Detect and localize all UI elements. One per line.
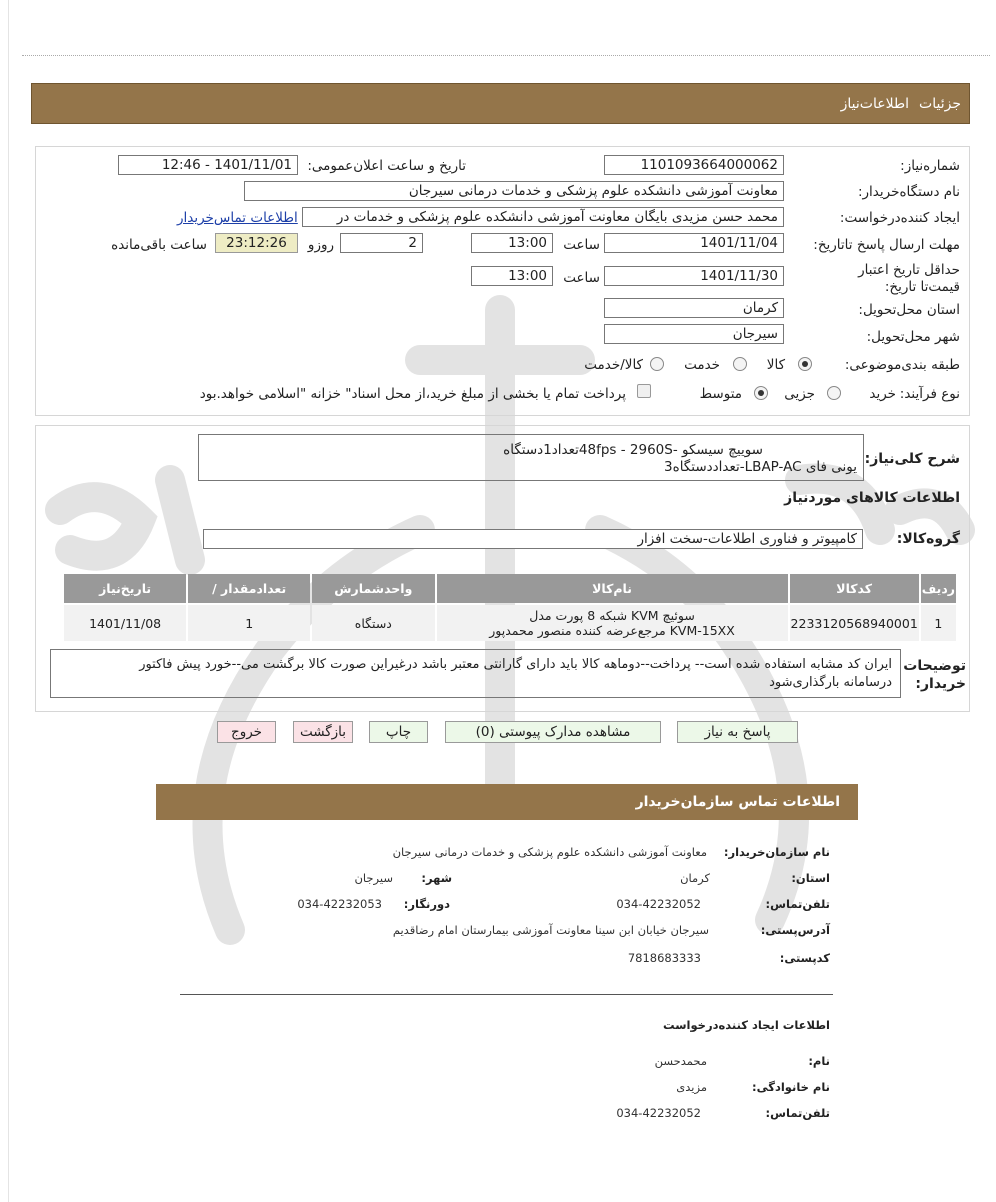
goods-table (62, 572, 958, 643)
validity-label: حداقل تاریخ اعتبار قیمت‌تا تاریخ: (858, 262, 960, 295)
cell-qty: 1 (188, 605, 310, 641)
purchase-medium-label: متوسط (699, 386, 742, 402)
org-name-label: نام سازمان‌خریدار: (723, 845, 830, 859)
exit-button[interactable]: خروج (217, 721, 276, 743)
tab-details[interactable]: جزئیات (919, 96, 961, 112)
goods-info-title: اطلاعات کالاهای موردنیاز (784, 490, 960, 506)
creator-label: ایجاد کننده‌درخواست: (839, 210, 960, 226)
creator-phone-label: تلفن‌تماس: (765, 1106, 830, 1120)
deadline-date-field: 1401/11/04 (604, 233, 784, 253)
contact-fax-value: 034-42232053 (297, 897, 382, 911)
creator-family-value: مزیدی (676, 1080, 707, 1094)
validity-date-field: 1401/11/30 (604, 266, 784, 286)
contact-address-label: آدرس‌پستی: (760, 923, 830, 937)
creator-name-label: نام: (808, 1054, 830, 1068)
contact-city-label: شهر: (421, 871, 452, 885)
description-line-1: سوییچ سیسکو -48fps - 2960Sتعداد1دستگاه (503, 442, 763, 458)
col-name: نام‌کالا (437, 574, 788, 603)
contact-postal-value: 7818683333 (627, 951, 701, 965)
announce-label: تاریخ و ساعت اعلان‌عمومی: (307, 158, 466, 174)
cell-name-line-1: سوئیچ KVM شبکه 8 پورت مدل (529, 608, 695, 623)
province-field: کرمان (604, 298, 784, 318)
deadline-hour-label: ساعت (563, 237, 600, 253)
contact-province-label: استان: (791, 871, 830, 885)
need-number-field: 1101093664000062 (604, 155, 784, 175)
tab-need-info[interactable]: اطلاعات‌نیاز (840, 96, 909, 112)
attachments-button[interactable]: مشاهده مدارک پیوستی (0) (445, 721, 661, 743)
details-header-bar (31, 83, 970, 124)
description-label: شرح کلی‌نیاز: (864, 451, 960, 467)
deadline-time-field: 13:00 (471, 233, 553, 253)
days-label: روزو (307, 237, 334, 253)
creator-phone-value: 034-42232052 (616, 1106, 701, 1120)
need-number-label: شماره‌نیاز: (900, 158, 960, 174)
goods-group-field: کامپیوتر و فناوری اطلاعات-سخت افزار (203, 529, 863, 549)
purchase-type-label: نوع فرآیند: (899, 386, 960, 402)
contact-phone-label: تلفن‌تماس: (765, 897, 830, 911)
cell-name-line-2: KVM-15XX مرجع‌عرضه کننده منصور محمدپور (489, 623, 735, 638)
cell-code: 2233120568940001 (790, 605, 919, 641)
category-service-radio[interactable] (733, 357, 747, 371)
description-box (198, 434, 864, 481)
col-qty: تعداد‌مقدار / (188, 574, 310, 603)
contact-postal-label: کدپستی: (779, 951, 830, 965)
col-row: ردیف (921, 574, 956, 603)
col-date: تاریخ‌نیاز (64, 574, 186, 603)
city-field: سیرجان (604, 324, 784, 344)
remaining-time-box: 23:12:26 (215, 233, 298, 253)
deadline-label: مهلت ارسال پاسخ تا‌تاریخ: (813, 237, 960, 253)
category-label: طبقه بندی‌موضوعی: (844, 357, 960, 373)
treasury-payment-checkbox[interactable] (637, 384, 651, 398)
category-goods-label: کالا (766, 357, 785, 373)
days-field: 2 (340, 233, 423, 253)
purchase-medium-radio[interactable] (754, 386, 768, 400)
contact-phone-value: 034-42232052 (616, 897, 701, 911)
description-line-2: یونی فای LBAP-AC-تعداددستگاه3 (664, 459, 857, 475)
goods-group-label: گروه‌کالا: (896, 531, 960, 547)
treasury-payment-note: پرداخت تمام یا بخشی از مبلغ خرید،از محل اسناد" خزانه "اسلامی خواهد.بود (199, 386, 626, 402)
contact-province-value: کرمان (680, 871, 710, 885)
buyer-notes-line-1: ایران کد مشابه استفاده شده است-- پرداخت--دوماهه کالا باید دارای گارانتی معتبر باشد درغیراین صورت کالا برگشت می--خورد پیش فاکتور (139, 657, 892, 672)
creator-info-title: اطلاعات ایجاد کننده‌درخواست (663, 1018, 830, 1032)
col-unit: واحدشمارش (312, 574, 434, 603)
category-goods-service-label: کالا/خدمت (584, 357, 643, 373)
contact-header-title: اطلاعات تماس سازمان‌خریدار (635, 794, 840, 810)
cell-name (437, 605, 788, 641)
city-label: شهر محل‌تحویل: (866, 329, 960, 345)
creator-family-label: نام خانوادگی: (752, 1080, 830, 1094)
buyer-notes-line-2: درسامانه بارگذاری‌شود (769, 675, 892, 690)
reply-button[interactable]: پاسخ به نیاز (677, 721, 798, 743)
buyer-notes-box (50, 649, 901, 698)
buyer-org-label: نام دستگاه‌خریدار: (857, 184, 960, 200)
creator-field: محمد حسن مزیدی بایگان معاونت آموزشی دانشکده علوم پزشکی و خدمات در (302, 207, 784, 227)
validity-hour-label: ساعت (563, 270, 600, 286)
org-name-value: معاونت آموزشی دانشکده علوم پزشکی و خدمات درمانی سیرجان (392, 845, 707, 859)
category-goods-radio[interactable] (798, 357, 812, 371)
announce-field: 1401/11/01 - 12:46 (118, 155, 298, 175)
back-button[interactable]: بازگشت (293, 721, 353, 743)
buyer-org-field: معاونت آموزشی دانشکده علوم پزشکی و خدمات درمانی سیرجان (244, 181, 784, 201)
contact-separator (180, 994, 833, 995)
contact-header-bar (156, 784, 858, 820)
table-row (64, 605, 956, 641)
cell-unit: دستگاه (312, 605, 434, 641)
purchase-minor-label: جزیی (784, 386, 815, 402)
print-button[interactable]: چاپ (369, 721, 428, 743)
page-frame-line (8, 0, 9, 1202)
validity-time-field: 13:00 (471, 266, 553, 286)
contact-city-value: سیرجان (354, 871, 393, 885)
buyer-notes-label: توضیحات خریدار: (903, 658, 966, 692)
col-code: کدکالا (790, 574, 919, 603)
category-service-label: خدمت (684, 357, 720, 373)
creator-name-value: محمدحسن (654, 1054, 707, 1068)
contact-address-value: سیرجان خیابان ابن سینا معاونت آموزشی بیمارستان امام رضاقدیم (392, 923, 709, 937)
category-goods-service-radio[interactable] (650, 357, 664, 371)
cell-date: 1401/11/08 (64, 605, 186, 641)
purchase-minor-radio[interactable] (827, 386, 841, 400)
remaining-label: ساعت باقی‌مانده (111, 237, 207, 253)
top-divider (22, 55, 990, 56)
buyer-contact-link[interactable]: اطلاعات تماس‌خریدار (177, 210, 298, 226)
cell-row: 1 (921, 605, 956, 641)
purchase-word: خرید (869, 386, 896, 402)
province-label: استان محل‌تحویل: (858, 302, 960, 318)
contact-fax-label: دورنگار: (403, 897, 450, 911)
